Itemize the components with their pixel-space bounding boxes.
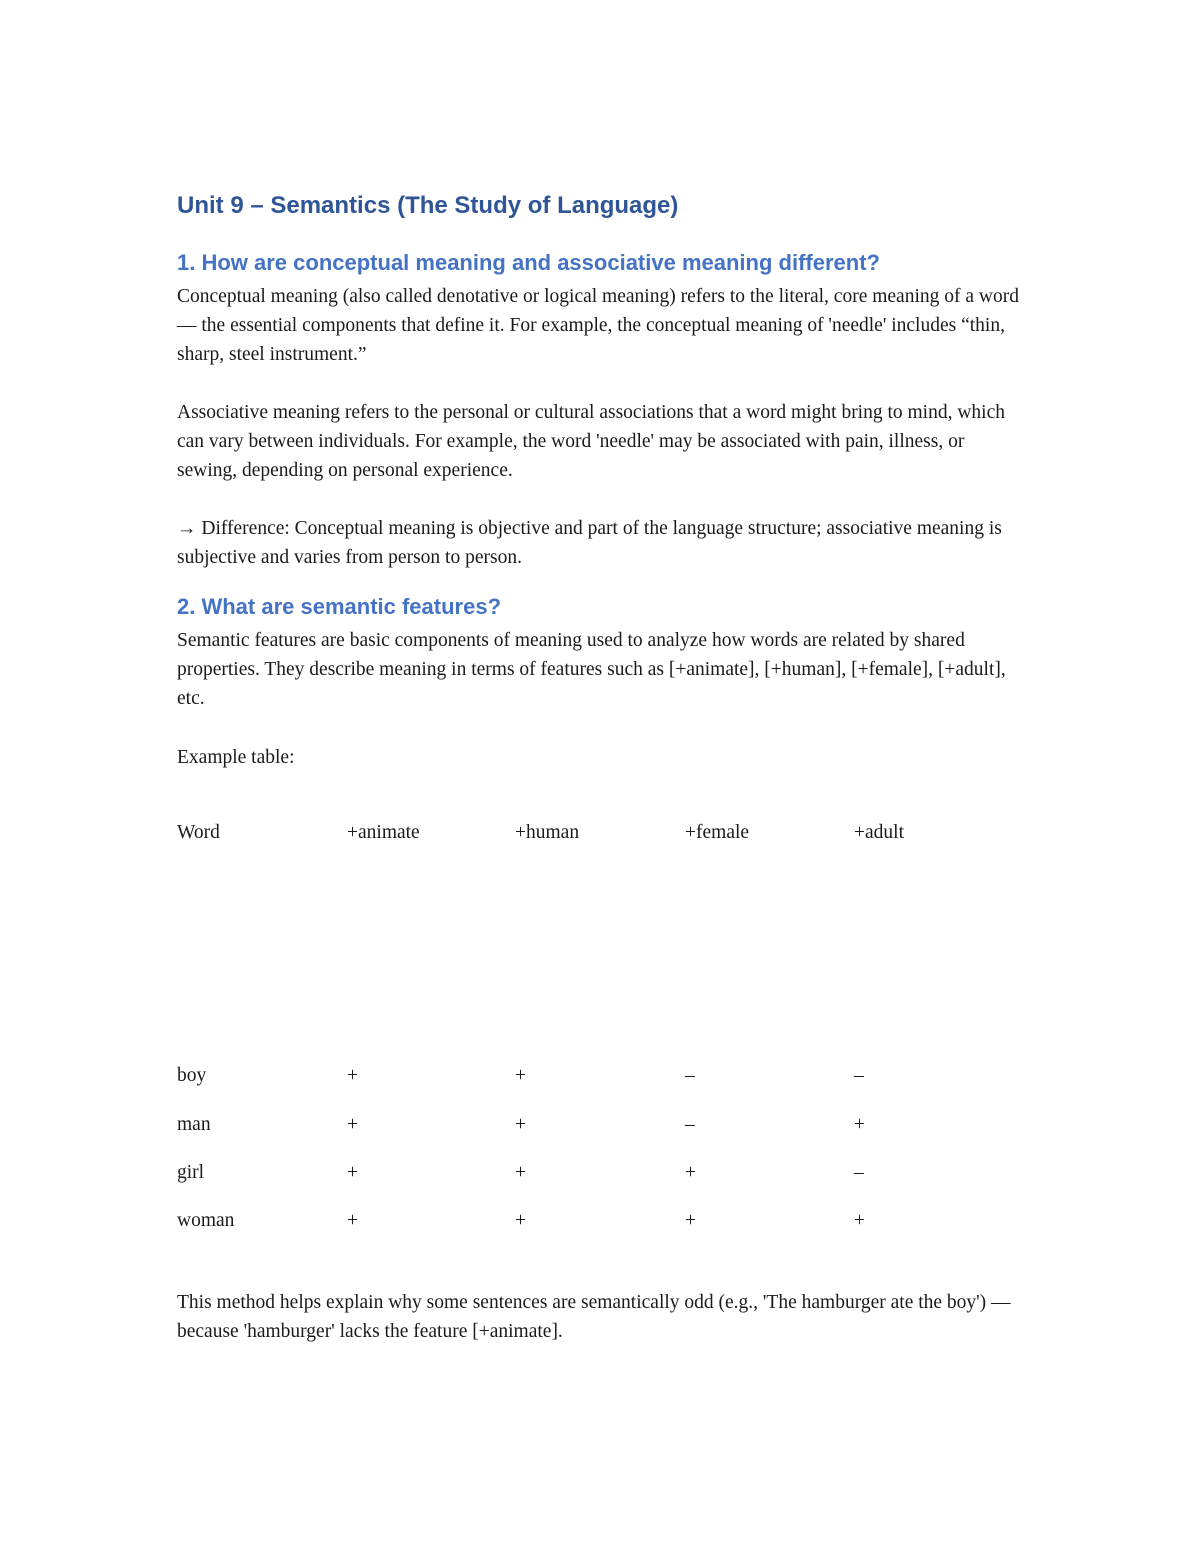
section-2-heading: 2. What are semantic features?: [177, 594, 502, 619]
table-cell: –: [685, 1114, 695, 1135]
table-cell: +: [685, 1162, 696, 1183]
table-cell: man: [177, 1114, 211, 1135]
table-cell: –: [854, 1065, 864, 1086]
table-cell: +: [515, 1210, 526, 1231]
table-cell: +: [854, 1210, 865, 1231]
table-cell: +: [515, 1162, 526, 1183]
table-cell: +: [515, 1065, 526, 1086]
feature-table-header: [177, 822, 1037, 852]
table-cell: boy: [177, 1065, 207, 1086]
section-1-paragraph-2: Associative meaning refers to the personal or cultural associations that a word might bring to mind, which can vary between individuals. For example, the word 'needle' may be associated with pain, illness, or sewing, depending on personal experience.: [177, 402, 1006, 481]
table-header-cell: Word: [177, 822, 220, 843]
section-2-conclusion: This method helps explain why some sentences are semantically odd (e.g., 'The hamburger ate the boy') — because 'hamburger' lacks the feature [+animate].: [177, 1292, 1011, 1342]
section-1-difference: → Difference: Conceptual meaning is objective and part of the language structure; associative meaning is subjective and varies from person to person.: [177, 518, 1002, 568]
table-header-cell: +adult: [854, 822, 904, 843]
table-header-cell: +female: [685, 822, 750, 843]
table-cell: +: [347, 1162, 358, 1183]
table-row: [177, 1114, 1037, 1144]
table-cell: +: [347, 1210, 358, 1231]
table-cell: girl: [177, 1162, 205, 1183]
example-table-label: Example table:: [177, 747, 295, 768]
table-cell: woman: [177, 1210, 235, 1231]
table-cell: –: [685, 1065, 695, 1086]
table-cell: +: [347, 1114, 358, 1135]
section-2-paragraph-1: Semantic features are basic components of meaning used to analyze how words are related by shared properties. They describe meaning in terms of features such as [+animate], [+human], [+female], [+adult], etc.: [177, 630, 1006, 709]
table-header-cell: +human: [515, 822, 580, 843]
table-cell: +: [515, 1114, 526, 1135]
table-header-cell: +animate: [347, 822, 420, 843]
section-1-paragraph-1: Conceptual meaning (also called denotative or logical meaning) refers to the literal, core meaning of a word — the essential components that define it. For example, the conceptual meaning of 'needle' includes “thin, sharp, steel instrument.”: [177, 286, 1019, 365]
table-row: [177, 1162, 1037, 1192]
table-cell: +: [685, 1210, 696, 1231]
table-cell: +: [347, 1065, 358, 1086]
section-1-heading: 1. How are conceptual meaning and associative meaning different?: [177, 250, 880, 275]
document-title: Unit 9 – Semantics (The Study of Language): [177, 192, 679, 219]
table-cell: –: [854, 1162, 864, 1183]
table-row: [177, 1210, 1037, 1240]
table-row: [177, 1065, 1037, 1095]
table-cell: +: [854, 1114, 865, 1135]
